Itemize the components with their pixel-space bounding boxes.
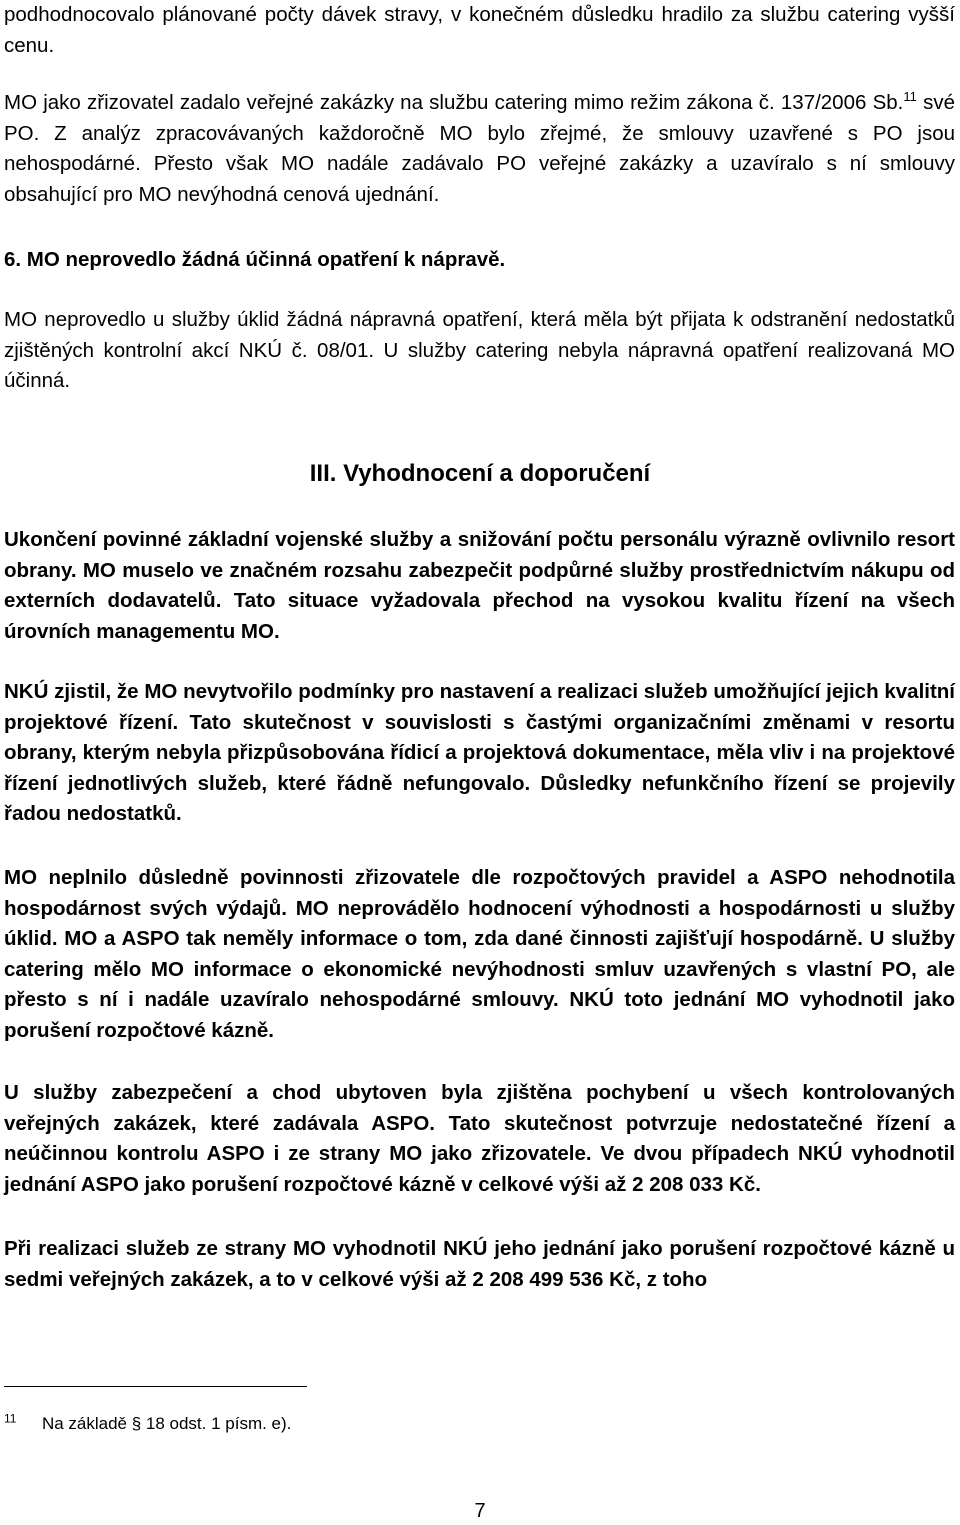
paragraph-public-contracts-text-a: MO jako zřizovatel zadalo veřejné zakázky na službu catering mimo režim zákona č. 137/2006 Sb. xyxy=(4,91,904,114)
conclusion-paragraph-5: Při realizaci služeb ze strany MO vyhodnotil NKÚ jeho jednání jako porušení rozpočtové kázně u sedmi veřejných zakázek, a to v celkové výši až 2 208 499 536 Kč, z toho xyxy=(4,1237,955,1291)
paragraph-catering-cost: podhodnocovalo plánované počty dávek stravy, v konečném důsledku hradilo za službu catering vyšší cenu. xyxy=(4,3,955,57)
conclusion-paragraph-4: U služby zabezpečení a chod ubytoven byla zjištěna pochybení u všech kontrolovaných veřejných zakázek, které zadávala ASPO. Tato skutečnost potvrzuje nedostatečné řízení a neúčinnou kontrolu ASPO i ze strany MO jako zřizovatele. Ve dvou případech NKÚ vyhodnotil jednání ASPO jako porušení rozpočtové kázně v celkové výši až 2 208 033 Kč. xyxy=(4,1081,955,1196)
paragraph-no-corrective-measures: MO neprovedlo u služby úklid žádná nápravná opatření, která měla být přijata k odstranění nedostatků zjištěných kontrolní akcí NKÚ č. 08/01. U služby catering nebyla nápravná opatření realizovaná MO účinná. xyxy=(4,308,955,393)
footnote-reference[interactable]: 11 xyxy=(903,89,917,105)
footnote-separator xyxy=(4,1386,307,1387)
paragraph-public-contracts xyxy=(4,88,955,210)
footnote-number: 11 xyxy=(4,1411,17,1426)
footnote-text: Na základě § 18 odst. 1 písm. e). xyxy=(41,1414,292,1433)
paragraph-public-contracts-text-b: své PO. Z analýz zpracovávaných každoročně MO bylo zřejmé, že smlouvy uzavřené s PO jsou nehospodárné. Přesto však MO nadále zadávalo PO veřejné zakázky a uzavíralo s ní smlouvy obsahující pro MO nevýhodná cenová ujednání. xyxy=(4,91,955,206)
page-number: 7 xyxy=(474,1500,486,1522)
footnote xyxy=(4,1412,291,1436)
finding-heading-6: 6. MO neprovedlo žádná účinná opatření k nápravě. xyxy=(4,248,506,271)
conclusion-paragraph-1: Ukončení povinné základní vojenské služby a snižování počtu personálu výrazně ovlivnilo resort obrany. MO muselo ve značném rozsahu zabezpečit podpůrné služby prostřednictvím nákupu od externích dodavatelů. Tato situace vyžadovala přechod na vysokou kvalitu řízení na všech úrovních managementu MO. xyxy=(4,528,955,643)
section-title: III. Vyhodnocení a doporučení xyxy=(309,460,651,487)
conclusion-paragraph-2: NKÚ zjistil, že MO nevytvořilo podmínky pro nastavení a realizaci služeb umožňující jejich kvalitní projektové řízení. Tato skutečnost v souvislosti s častými organizačními změnami v resortu obrany, kterým nebyla přizpůsobována řídicí a projektová dokumentace, měla vliv i na projektové řízení jednotlivých služeb, které řádně nefungovalo. Důsledky nefunkčního řízení se projevily řadou nedostatků. xyxy=(4,680,955,826)
conclusion-paragraph-3: MO neplnilo důsledně povinnosti zřizovatele dle rozpočtových pravidel a ASPO nehodnotila hospodárnost svých výdajů. MO neprovádělo hodnocení výhodnosti a hospodárnosti u služby úklid. MO a ASPO tak neměly informace o tom, zda dané činnosti zajišťují hospodárně. U služby catering mělo MO informace o ekonomické nevýhodnosti smluv uzavřených s vlastní PO, ale přesto s ní i nadále uzavíralo nehospodárné smlouvy. NKÚ toto jednání MO vyhodnotil jako porušení rozpočtové kázně. xyxy=(4,866,955,1042)
